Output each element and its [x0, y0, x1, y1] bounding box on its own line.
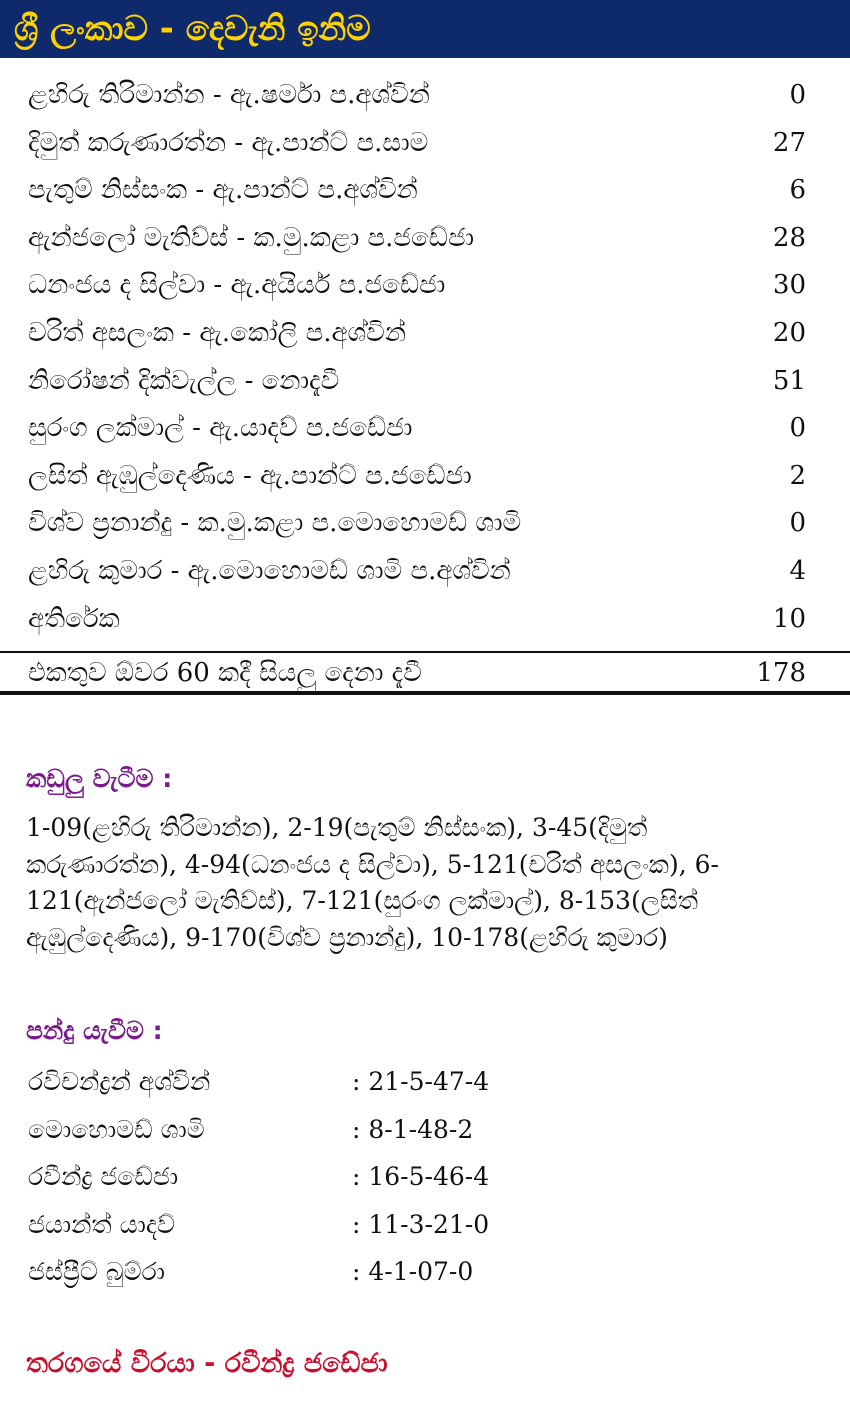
fow-line: 1-09(ළහිරු තිරිමාන්න), 2-19(පැතුම් නිස්සංක), 3-45(දිමුත් — [26, 813, 648, 842]
bowling-row — [0, 1201, 850, 1249]
bowler-name: මොහොමඩ් ශාමි — [28, 1114, 205, 1144]
total-row — [0, 651, 850, 695]
fall-of-wickets-title: කඩුලු වැටීම : — [26, 764, 173, 793]
bowling-row — [0, 1248, 850, 1296]
batsman-name: ළහිරු තිරිමාන්න - ඇ.ෂර්මා ප.අශ්වින් — [28, 80, 430, 110]
batting-row — [0, 262, 850, 310]
bowling-row — [0, 1058, 850, 1106]
batting-row — [0, 548, 850, 596]
bowler-figures: : 21-5-47-4 — [352, 1067, 490, 1096]
bowling-title: පන්දු යැවීම : — [26, 1016, 163, 1045]
batsman-name: ධනංජය ද සිල්වා - ඇ.අයියර් ප.ජඩේජා — [28, 270, 446, 301]
batsman-name: ඇන්ජලෝ මැතිව්ස් - ක.මු.කළා ප.ජඩේජා — [28, 222, 475, 253]
batting-row — [0, 500, 850, 548]
fow-line: 121(ඇන්ජලෝ මැතිව්ස්), 7-121(සුරංග ලක්මාල්), 8-153(ලසිත් — [26, 886, 699, 915]
bowler-name: රවීන්ද්‍ර ජඩේජා — [28, 1162, 179, 1191]
total-runs: 178 — [756, 658, 806, 688]
batsman-name: සුරංග ලක්මාල් - ඇ.යාදව් ප.ජඩේජා — [28, 413, 413, 444]
batsman-runs: 20 — [772, 317, 806, 348]
bowler-figures: : 4-1-07-0 — [352, 1257, 474, 1286]
batting-row — [0, 453, 850, 501]
bowler-name: රවිචන්ද්‍රන් අශ්වින් — [28, 1067, 211, 1096]
batsman-name: ලසිත් ඇඹුල්දෙණිය - ඇ.පාන්ට් ප.ජඩේජා — [28, 460, 472, 491]
batsman-name: දිමුත් කරුණාරත්න - ඇ.පාන්ට් ප.සාම — [28, 127, 429, 158]
bowling-table — [0, 1058, 850, 1296]
batsman-runs: 0 — [789, 413, 806, 444]
batting-row — [0, 72, 850, 120]
batsman-runs: 30 — [772, 270, 806, 301]
batsman-name: ළහිරු කුමාර - ඇ.මොහොමඩ් ශාමි ප.අශ්වින් — [28, 555, 511, 586]
bowler-name: ජස්ප්‍රීට් බුම්රා — [28, 1257, 165, 1286]
bowling-row — [0, 1153, 850, 1201]
batsman-runs: 6 — [789, 175, 806, 206]
batsman-name: විශ්ව ප්‍රනාන්දු - ක.මු.කළා ප.මොහොමඩ් ශාමි — [28, 508, 522, 539]
batting-row — [0, 167, 850, 215]
batting-row — [0, 120, 850, 168]
man-of-the-match: තරගයේ වීරයා - රවීන්ද්‍ර ජඩේජා — [26, 1348, 388, 1379]
batsman-name: නිරෝෂන් දික්වැල්ල - නොදැවී — [28, 365, 340, 396]
batsman-runs: 28 — [772, 222, 806, 253]
extras-label: අතිරේක — [28, 603, 120, 634]
batting-row — [0, 358, 850, 406]
bowling-row — [0, 1106, 850, 1154]
fow-line: ඇඹුල්දෙණිය), 9-170(විශ්ව ප්‍රනාන්දු), 10-178(ළහිරු කුමාර) — [26, 922, 668, 952]
fall-of-wickets-text — [26, 810, 850, 960]
bowler-figures: : 11-3-21-0 — [352, 1209, 490, 1239]
bowler-name: ජයාන්ත් යාදව් — [28, 1209, 175, 1239]
total-label: එකතුව ඕවර 60 කදී සියලු දෙනා දැවී — [28, 658, 422, 688]
batsman-runs: 0 — [789, 508, 806, 539]
bowler-figures: : 16-5-46-4 — [352, 1162, 490, 1191]
batsman-runs: 0 — [789, 80, 806, 110]
batting-table — [0, 72, 850, 643]
batsman-runs: 27 — [772, 127, 806, 158]
batting-row — [0, 215, 850, 263]
bowler-figures: : 8-1-48-2 — [352, 1114, 474, 1144]
page-title: ශ්‍රී ලංකාව - දෙවැනි ඉනිම — [0, 0, 850, 58]
fow-line: කරුණාරත්න), 4-94(ධනංජය ද සිල්වා), 5-121(චරිත් අසලංක), 6- — [26, 849, 719, 879]
batsman-runs: 2 — [789, 460, 806, 491]
batsman-runs: 4 — [789, 555, 806, 586]
batting-row — [0, 310, 850, 358]
batsman-name: පැතුම් නිස්සංක - ඇ.පාන්ට් ප.අශ්වින් — [28, 175, 418, 206]
extras-runs: 10 — [772, 603, 806, 634]
batsman-runs: 51 — [772, 365, 806, 396]
batsman-name: චරිත් අසලංක - ඇ.කෝලි ප.අශ්වින් — [28, 317, 406, 348]
extras-row — [0, 596, 850, 644]
batting-row — [0, 405, 850, 453]
